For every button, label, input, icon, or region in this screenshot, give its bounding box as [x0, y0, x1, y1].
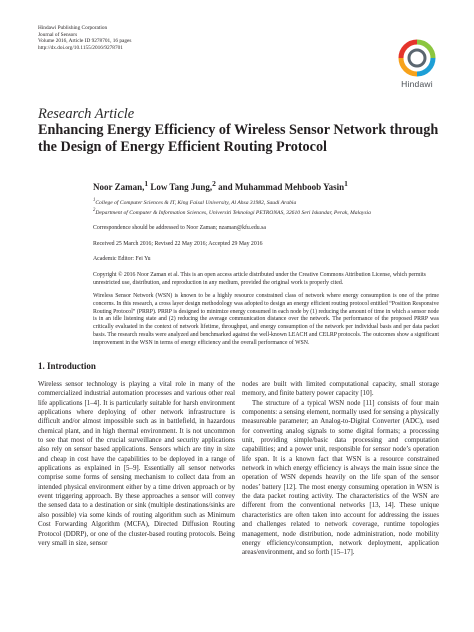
affiliation-sup: 1 — [93, 198, 96, 203]
affiliation-line — [93, 197, 453, 207]
body-column-right — [242, 380, 439, 558]
copyright-notice: Copyright © 2016 Noor Zaman et al. This is an open access article distributed under the Creative Commons Attribution License, which permits unrestricted use, distribution, and reproduction in any medium, provided the original work is properly cited. — [93, 272, 426, 286]
hindawi-logo-icon — [397, 38, 437, 78]
author-affil-sup: 1 — [144, 179, 149, 188]
body-paragraph: The structure of a typical WSN node [11] consists of four main components: a sensing element, normally used for sensing a physically measureable parameter; an Analog-to-Digital Converter (ADC), used for converting analog signals to some digital formats; a processing unit, providing simple/basic data processing and computation capabilities; and a power unit, responsible for sensor node’s operation life span. It is a known fact that WSN is a resource constrained network in which energy efficiency is always the main issue since the operation of WSN depends heavily on the life span of the sensor nodes’ battery [12]. The most energy consuming operation in WSN is the data packet routing activity. The characteristics of the WSN are different from the conventional networks [13, 14]. These unique characteristics are often taken into account for addressing the issues and challenges related to network coverage, runtime topologies management, node distribution, node administration, node mobility energy efficiency/consumption, network deployment, application areas/environment, and so forth [15–17]. — [242, 399, 439, 557]
body-paragraph: nodes are built with limited computational capacity, small storage memory, and finite battery power capacity [10]. — [242, 381, 439, 398]
article-dates: Received 25 March 2016; Revised 22 May 2016; Accepted 29 May 2016 — [93, 241, 263, 247]
affiliations — [93, 197, 453, 218]
hindawi-logo — [394, 38, 440, 89]
author-affil-sup: 2 — [212, 179, 216, 188]
academic-editor: Academic Editor: Fei Yu — [93, 256, 151, 262]
author-affil-sup: 1 — [344, 179, 348, 188]
correspondence: Correspondence should be addressed to Noor Zaman; nzaman@kfu.edu.sa — [93, 225, 266, 231]
body-column-left — [38, 380, 235, 548]
author-name: Low Tang Jung, — [150, 182, 213, 192]
abstract: Wireless Sensor Network (WSN) is known to be a highly resource constrained class of network where energy consumption is one of the prime concerns. In this research, a cross layer design methodology was adopted to design an energy efficient routing protocol entitled “Position Responsive Routing Protocol” (PRRP). PRRP is designed to minimize energy consumed in each node by (1) reducing the amount of time in which a sensor node is in an idle listening state and (2) reducing the average communication distance over the network. The performance of the proposed PRRP was critically evaluated in the context of network lifetime, throughput, and energy consumption of the network per individual basis and per data packet basis. The research results were analyzed and benchmarked against the well-known LEACH and CELRP protocols. The outcomes show a significant improvement in the WSN in terms of energy efficiency and the overall performance of WSN. — [93, 293, 439, 346]
affiliation-line — [93, 207, 453, 217]
author-list — [93, 179, 348, 192]
paper-title: Enhancing Energy Efficiency of Wireless Sensor Network through the Design of Energy Efficient Routing Protocol — [38, 122, 439, 155]
affiliation-text: Department of Computer & Information Sciences, Universiti Teknologi PETRONAS, 32610 Seri Iskandar, Perak, Malaysia — [95, 210, 371, 217]
doi-link[interactable]: http://dx.doi.org/10.1155/2016/9278701 — [38, 44, 123, 51]
author-name: and Muhammad Mehboob Yasin — [218, 182, 345, 192]
publication-info — [38, 25, 131, 51]
article-type: Research Article — [38, 106, 135, 122]
logo-text: Hindawi — [401, 79, 433, 89]
author-name: Noor Zaman, — [93, 182, 145, 192]
section-heading: 1. Introduction — [38, 361, 96, 371]
journal-name: Journal of Sensors — [38, 31, 78, 38]
affiliation-text: College of Computer Sciences & IT, King Faisal University, Al Ahsa 31982, Saudi Arabia — [95, 199, 297, 206]
affiliation-sup: 2 — [93, 208, 96, 214]
publisher-name: Hindawi Publishing Corporation — [38, 25, 108, 31]
body-paragraph: Wireless sensor technology is playing a vital role in many of the commercialized industrial automation processes and various other real life applications [1–4]. It is particularly suitable for harsh environment applications where deploying of other network infrastructure is difficult and/or almost impossible such as in battlefield, in hazardous chemical plant, and in high thermal environment. It is not uncommon to see that most of the crucial surveillance and security applications also rely on sensor based applications. Sensors which are tiny in size and cheap in cost have the capabilities to be deployed in a range of applications as explained in [5–9]. Essentially all sensor networks comprise some forms of sensing mechanism to collect data from an intended physical environment either by a time driven approach or by event triggering approach. By these approaches a sensor will convey the sensed data to a destination or sink (multiple destinations/sinks are also possible) via some kinds of routing algorithm such as Minimum Cost Forwarding Algorithm (MCFA), Directed Diffusion Routing Protocol (DDRP), or one of the cluster-based routing protocols. Being very small in size, sensor — [38, 381, 235, 547]
volume-info: Volume 2016, Article ID 9278701, 16 pages — [38, 38, 132, 45]
